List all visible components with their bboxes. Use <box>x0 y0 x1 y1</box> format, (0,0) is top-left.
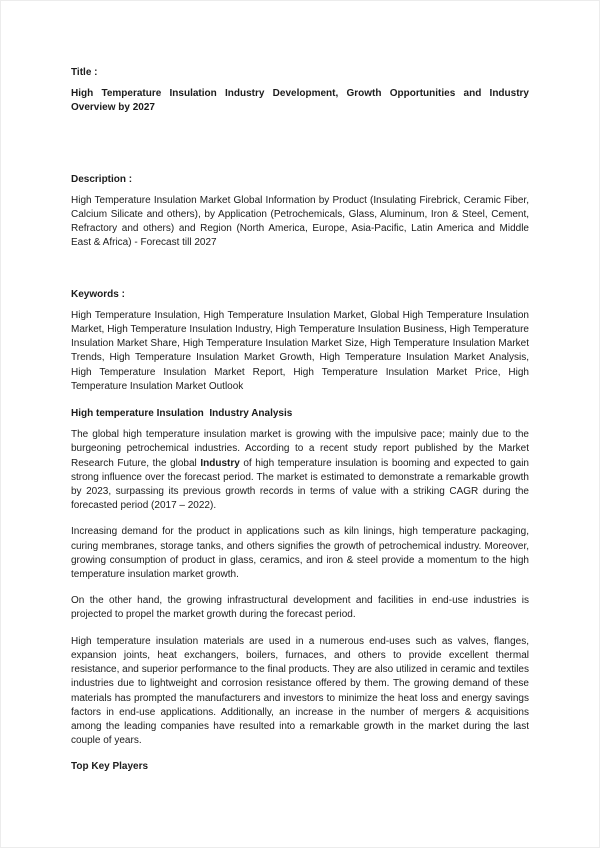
description-label: Description : <box>71 173 133 185</box>
keywords-label: Keywords : <box>71 288 125 300</box>
title-label: Title : <box>71 67 98 78</box>
analysis-paragraph-1-lead: The global high temperature insulation market is growing with the impulsive pace; mainly due to the burgeoning petrochemical industries. According to a recent study report published by the Market Research Future, the global <box>71 429 529 469</box>
top-key-players-heading: Top Key Players <box>71 761 149 773</box>
document-title: High Temperature Insulation Industry Development, Growth Opportunities and Industry Overview by 2027 <box>71 88 529 114</box>
analysis-paragraph-1-bold-word: Industry <box>200 457 240 469</box>
analysis-section-heading: High temperature Insulation Industry Analysis <box>71 408 293 420</box>
analysis-paragraph-3: On the other hand, the growing infrastructural development and facilities in end-use industries is projected to propel the market growth during the forecast period. <box>71 595 529 621</box>
analysis-paragraph-1-tail: of high temperature insulation is booming and expected to gain strong influence over the forecast period. The market is estimated to demonstrate a remarkable growth by 2023, surpassing its previous growth records in terms of value with a striking CAGR during the forecasted period (2017 – 2022). <box>71 457 529 512</box>
keywords-paragraph: High Temperature Insulation, High Temperature Insulation Market, Global High Temperature Insulation Market, High Temperature Insulation Industry, High Temperature Insulation Business, High Temperature Insulation Market Share, High Temperature Insulation Market Size, High Temperature Insulation Market Trends, High Temperature Insulation Market Growth, High Temperature Insulation Market Analysis, High Temperature Insulation Market Report, High Temperature Insulation Market Price, High Temperature Insulation Market Outlook <box>71 309 529 392</box>
description-paragraph: High Temperature Insulation Market Global Information by Product (Insulating Firebrick, Ceramic Fiber, Calcium Silicate and others), by Application (Petrochemicals, Glass, Aluminum, Iron & Steel, Cement, Refractory and others) and Region (North America, Europe, Asia-Pacific, Latin America and Middle East & Africa) - Forecast till 2027 <box>71 194 529 249</box>
analysis-paragraph-4: High temperature insulation materials are used in a numerous end-uses such as valves, flanges, expansion joints, heat exchangers, boilers, furnaces, and others to provide excellent thermal resistance, and superior performance to the final products. They are also utilized in ceramic and textiles industries due to lightweight and corrosion resistance offered by them. The growing demand of these materials has prompted the manufacturers and investors to minimize the heat loss and energy savings factors in end-use applications. Additionally, an increase in the number of mergers & acquisitions among the leading companies have resulted into a remarkable growth in the market during the last couple of years. <box>71 635 529 747</box>
analysis-paragraph-2: Increasing demand for the product in applications such as kiln linings, high temperature packaging, curing membranes, storage tanks, and others signifies the growth of petrochemical industry. Moreover, growing consumption of product in glass, ceramics, and iron & steel provide a momentum to the high temperature insulation market growth. <box>71 526 529 581</box>
analysis-paragraph-1 <box>71 428 529 513</box>
